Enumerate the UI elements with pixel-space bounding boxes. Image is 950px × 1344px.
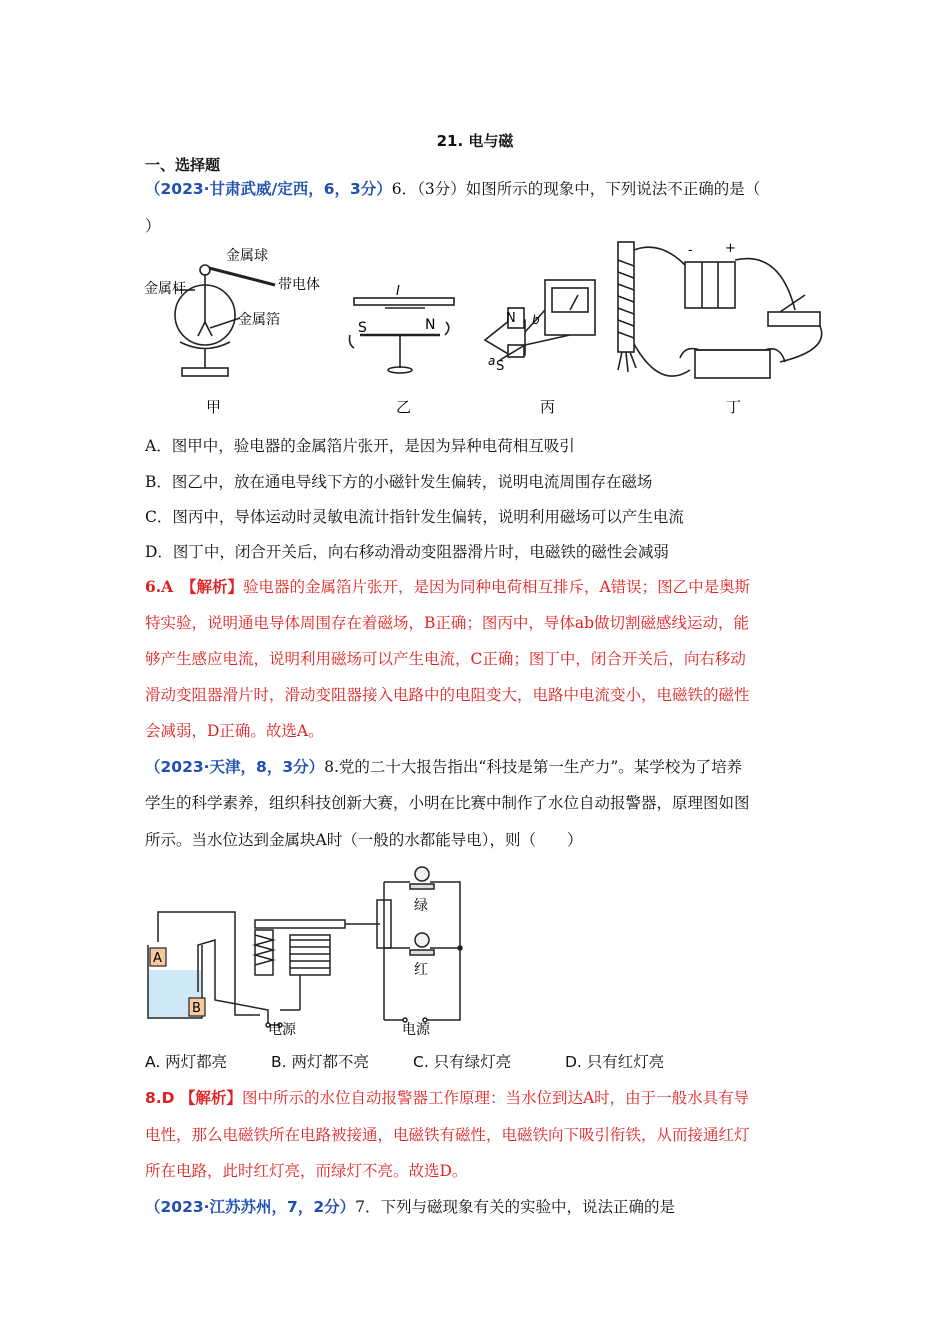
label-bing-n: N xyxy=(506,311,516,326)
q7-source: （2023·江苏苏州，7，2分） xyxy=(145,1198,356,1216)
q8-stem-line1 xyxy=(145,755,742,777)
q6-answer-head: 6.A 【解析】 xyxy=(145,577,243,596)
electromagnet-diagram xyxy=(618,242,822,378)
section-heading: 一、选择题 xyxy=(145,156,221,174)
q8-option-c: C. 只有绿灯亮 xyxy=(413,1053,512,1071)
q6-option-b: B．图乙中，放在通电导线下方的小磁针发生偏转，说明电流周围存在磁场 xyxy=(145,473,653,491)
caption-yi: 乙 xyxy=(396,398,412,416)
q6-answer-line5: 会减弱，D正确。故选A。 xyxy=(145,722,324,740)
q8-option-b: B. 两灯都不亮 xyxy=(271,1053,369,1071)
q8-stem-line3: 所示。当水位达到金属块A时（一般的水都能导电），则（ ） xyxy=(145,831,583,849)
q6-option-a: A．图甲中，验电器的金属箔片张开，是因为异种电荷相互吸引 xyxy=(145,437,575,455)
page-title: 21. 电与磁 xyxy=(436,132,514,150)
q8-figure xyxy=(140,860,480,1040)
q8-stem1: 8.党的二十大报告指出“科技是第一生产力”。某学校为了培养 xyxy=(324,758,743,776)
q6-option-d: D．图丁中，闭合开关后，向右移动滑动变阻器滑片时，电磁铁的磁性会减弱 xyxy=(145,543,669,561)
label-a: A xyxy=(153,951,162,966)
caption-jia: 甲 xyxy=(206,398,222,416)
label-b: B xyxy=(192,1001,201,1016)
q8-answer-head: 8.D 【解析】 xyxy=(145,1089,242,1107)
q8-options xyxy=(145,1050,664,1072)
q8-answer-text1: 图中所示的水位自动报警器工作原理：当水位到达A时，由于一般水具有导 xyxy=(241,1089,750,1107)
label-power-1: 电源 xyxy=(268,1022,296,1038)
q8-option-d: D. 只有红灯亮 xyxy=(565,1053,665,1071)
caption-ding: 丁 xyxy=(726,398,742,416)
q8-source: （2023·天津，8，3分） xyxy=(145,758,325,776)
label-yi-s: S xyxy=(358,320,367,336)
label-ding-plus: + xyxy=(725,241,736,256)
label-bing-b: b xyxy=(532,313,540,327)
green-lamp xyxy=(415,867,429,881)
label-power-2: 电源 xyxy=(402,1022,430,1038)
q6-answer-line4: 滑动变阻器滑片时，滑动变阻器接入电路中的电阻变大，电路中电流变小，电磁铁的磁性 xyxy=(145,686,750,704)
q8-answer-line2: 电性，那么电磁铁所在电路被接通，电磁铁有磁性，电磁铁向下吸引衔铁，从而接通红灯 xyxy=(145,1126,750,1144)
caption-bing: 丙 xyxy=(540,398,556,416)
label-bing-s: S xyxy=(496,359,505,374)
q7-stem: 7．下列与磁现象有关的实验中，说法正确的是 xyxy=(355,1198,675,1216)
q8-stem-line2: 学生的科学素养，组织科技创新大赛，小明在比赛中制作了水位自动报警器，原理图如图 xyxy=(145,794,750,812)
q6-option-c: C．图丙中，导体运动时灵敏电流计指针发生偏转，说明利用磁场可以产生电流 xyxy=(145,508,684,526)
q7-stem-line xyxy=(145,1195,675,1217)
q6-answer-line2: 特实验，说明通电导体周围存在着磁场，B正确；图丙中，导体ab做切割磁感线运动，能 xyxy=(145,614,750,632)
q6-stem-line1 xyxy=(145,177,760,199)
label-yi-n: N xyxy=(425,317,436,333)
label-current: I xyxy=(396,284,400,299)
q6-answer-text1: 验电器的金属箔片张开，是因为同种电荷相互排斥，A错误；图乙中是奥斯 xyxy=(242,578,751,596)
label-metal-rod: 金属杆 xyxy=(144,281,186,297)
red-lamp xyxy=(415,933,429,947)
q6-stem-line2: ） xyxy=(145,217,161,235)
q8-answer-line1 xyxy=(145,1086,749,1108)
q6-stem: 6．（3分）如图所示的现象中，下列说法不正确的是（ xyxy=(391,180,761,198)
induction-diagram xyxy=(485,280,595,360)
label-metal-ball: 金属球 xyxy=(226,248,268,264)
q8-option-a: A. 两灯都亮 xyxy=(145,1053,228,1071)
label-bing-a: a xyxy=(488,354,496,368)
q6-answer-line3: 够产生感应电流，说明利用磁场可以产生电流，C正确；图丁中，闭合开关后，向右移动 xyxy=(145,650,746,668)
q6-source: （2023·甘肃武威/定西，6，3分） xyxy=(145,180,392,198)
label-ding-minus: - xyxy=(688,243,693,258)
q8-answer-line3: 所在电路，此时红灯亮，而绿灯不亮。故选D。 xyxy=(145,1162,468,1180)
q6-figure xyxy=(140,240,830,420)
label-green: 绿 xyxy=(414,898,428,914)
label-red: 红 xyxy=(414,962,428,978)
label-metal-foil: 金属箔 xyxy=(238,312,280,328)
label-charged-body: 带电体 xyxy=(278,277,320,293)
q6-answer-line1 xyxy=(145,575,750,597)
